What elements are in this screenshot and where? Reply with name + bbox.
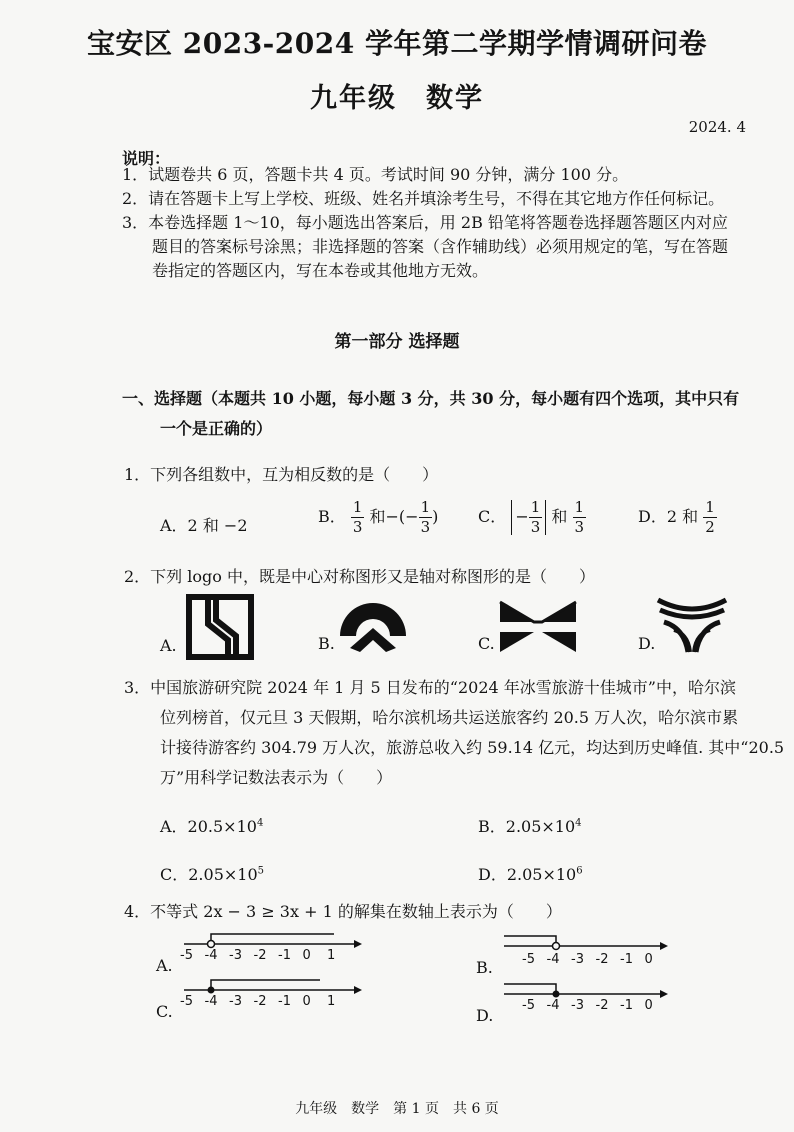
- q1-c-absolute: − $\frac{1}{3}$: [511, 500, 546, 535]
- note-item-2: 2．请在答题卡上写上学校、班级、姓名并填涂考生号，不得在其它地方作任何标记。: [122, 189, 725, 208]
- q4-c-tick-label: -2: [253, 994, 267, 1009]
- logo-d-icon: [654, 594, 730, 656]
- q1-d-fraction: $\frac{1}{2}$: [705, 498, 715, 536]
- q1-b-and: 和: [369, 507, 386, 526]
- q3-option-a: A．$20.5\times 10^4$: [160, 817, 264, 836]
- q3-line-1: 3．中国旅游研究院 2024 年 1 月 5 日发布的“2024 年冰雪旅游十佳城市”中，哈尔滨: [124, 678, 736, 697]
- q1-d-label: D．2 和: [638, 507, 699, 526]
- q1-b-minus: −(−: [385, 507, 419, 526]
- q1-b-fraction-1: $\frac{1}{3}$: [352, 498, 363, 536]
- section-heading: 一、选择题（本题共 10 小题，每小题 3 分，共 30 分，每小题有四个选项，其中只有: [122, 389, 740, 408]
- q3-line-2: 位列榜首，仅元旦 3 天假期，哈尔滨机场共运送旅客约 20.5 万人次，哈尔滨市累: [160, 708, 739, 727]
- q4-d-tick-label: -2: [595, 998, 609, 1013]
- q1-b-label: B．: [318, 507, 346, 526]
- q4-label-c: C.: [156, 1002, 173, 1021]
- q1-stem: 1．下列各组数中，互为相反数的是（ ）: [124, 465, 439, 484]
- q4-d-tick-label: -5: [522, 998, 535, 1013]
- exam-date: 2024. 4: [688, 118, 746, 136]
- notes-heading: 说明：: [122, 149, 171, 168]
- q1-c-and: 和: [551, 507, 568, 526]
- note-item-3-cont-2: 卷指定的答题区内，写在本卷或其他地方无效。: [152, 261, 489, 280]
- q4-stem: 4．不等式 2x − 3 ≥ 3x + 1 的解集在数轴上表示为（ ）: [124, 902, 562, 921]
- q4-c-tick-label: -5: [180, 994, 193, 1009]
- q4-c-tick-label: -3: [229, 994, 242, 1009]
- part-title: 第一部分 选择题: [334, 332, 460, 352]
- logo-a-icon: [186, 594, 254, 660]
- q1-option-d: [638, 500, 717, 535]
- q3-option-b: B．$2.05\times 10^4$: [478, 817, 582, 836]
- q4-label-a: A.: [156, 956, 173, 975]
- q2-label-c: C.: [478, 634, 495, 653]
- q4-c-tick-label: 1: [327, 994, 336, 1009]
- q4-b-tick-label: -3: [571, 952, 584, 967]
- q4-a-tick-label: -5: [180, 948, 193, 963]
- q1-c-fraction-2: $\frac{1}{3}$: [574, 498, 585, 536]
- logo-c-icon: [498, 600, 578, 654]
- q4-a-tick-label: -4: [204, 948, 218, 963]
- q1-option-c: [478, 500, 586, 535]
- q4-c-tick-label: -4: [204, 994, 218, 1009]
- q4-ticks-a: [180, 948, 370, 966]
- q1-option-b: [318, 500, 438, 535]
- page-footer: 九年级 数学 第 1 页 共 6 页: [295, 1101, 499, 1117]
- q4-label-b: B.: [476, 958, 493, 977]
- section-heading-cont: 一个是正确的）: [160, 419, 273, 438]
- q4-label-d: D.: [476, 1006, 494, 1025]
- q4-d-tick-label: -4: [546, 998, 560, 1013]
- q1-c-label: C．: [478, 507, 507, 526]
- exam-title: 宝安区 2023-2024 学年第二学期学情调研问卷: [87, 27, 707, 60]
- q4-ticks-c: [180, 994, 370, 1012]
- q4-c-tick-label: -1: [278, 994, 291, 1009]
- q4-b-tick-label: -1: [620, 952, 633, 967]
- q4-ticks-b: [522, 952, 672, 970]
- q4-a-tick-label: -1: [278, 948, 291, 963]
- q2-label-b: B.: [318, 634, 335, 653]
- q4-a-tick-label: 0: [302, 948, 311, 963]
- q2-label-d: D.: [638, 634, 656, 653]
- note-item-3: 3．本卷选择题 1～10，每小题选出答案后，用 2B 铅笔将答题卷选择题答题区内对应: [122, 213, 728, 232]
- logo-b-icon: [338, 596, 408, 654]
- q3-line-4: 万”用科学记数法表示为（ ）: [160, 768, 393, 787]
- exam-subtitle: 九年级 数学: [310, 83, 484, 114]
- q3-option-d: D．$2.05\times 10^6$: [478, 865, 583, 884]
- q4-a-tick-label: -3: [229, 948, 242, 963]
- q2-stem: 2．下列 logo 中，既是中心对称图形又是轴对称图形的是（ ）: [124, 567, 595, 586]
- q4-d-tick-label: -1: [620, 998, 633, 1013]
- q1-b-close: ): [432, 507, 439, 526]
- note-item-1: 1．试题卷共 6 页，答题卡共 4 页。考试时间 90 分钟，满分 100 分。: [122, 165, 629, 184]
- q2-label-a: A.: [160, 636, 177, 655]
- q1-c-fraction-1: $\frac{1}{3}$: [530, 498, 541, 536]
- q4-ticks-d: [522, 998, 672, 1016]
- q4-b-tick-label: -5: [522, 952, 535, 967]
- q3-option-c: C．$2.05\times 10^5$: [160, 865, 265, 884]
- q1-option-a: A．2 和 −2: [160, 516, 248, 535]
- q4-d-tick-label: 0: [644, 998, 653, 1013]
- q4-b-tick-label: -2: [595, 952, 609, 967]
- q3-line-3: 计接待游客约 304.79 万人次，旅游总收入约 59.14 亿元，均达到历史峰值. 其中“20.5: [160, 738, 785, 757]
- q4-d-tick-label: -3: [571, 998, 584, 1013]
- q4-a-tick-label: -2: [253, 948, 267, 963]
- q4-b-tick-label: -4: [546, 952, 560, 967]
- q4-c-tick-label: 0: [302, 994, 311, 1009]
- q1-b-fraction-2: $\frac{1}{3}$: [420, 498, 431, 536]
- note-item-3-cont-1: 题目的答案标号涂黑；非选择题的答案（含作辅助线）必须用规定的笔，写在答题: [152, 237, 729, 256]
- q4-a-tick-label: 1: [327, 948, 336, 963]
- q4-b-tick-label: 0: [644, 952, 653, 967]
